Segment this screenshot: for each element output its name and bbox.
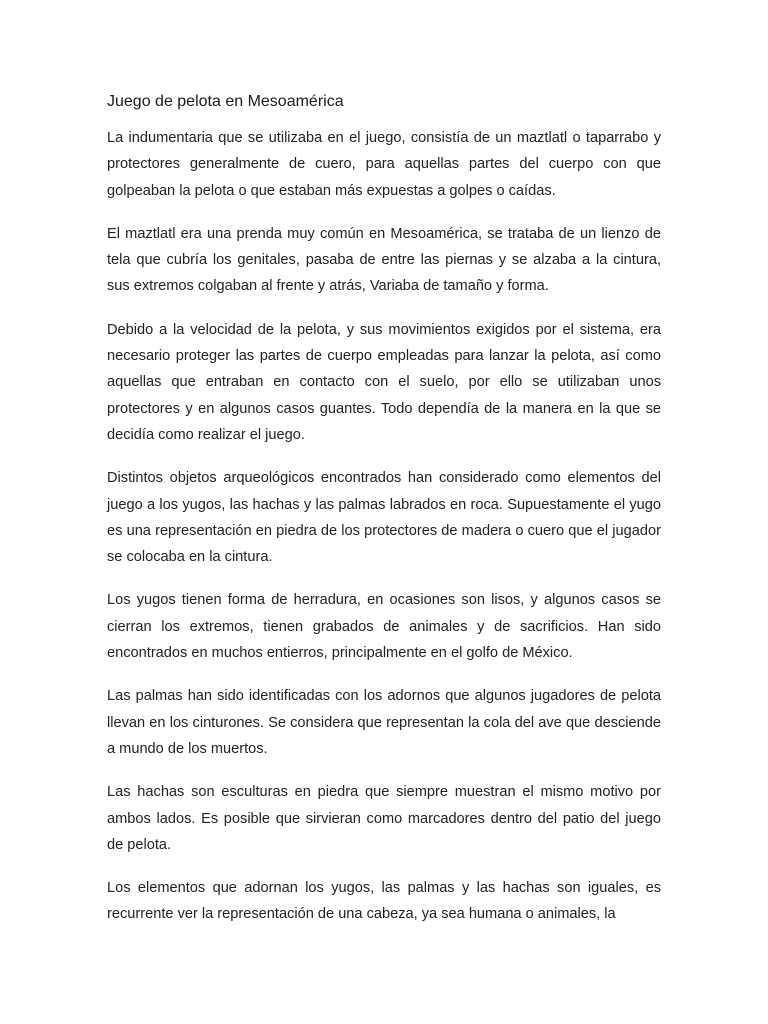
- document-title: Juego de pelota en Mesoamérica: [107, 93, 344, 110]
- paragraph-3: Debido a la velocidad de la pelota, y sus movimientos exigidos por el sistema, era necesario proteger las partes de cuerpo empleadas para lanzar la pelota, así como aquellas que entraban en contacto con el suelo, por ello se utilizaban unos protectores y en algunos casos guantes. Todo dependía de la manera en la que se decidía como realizar el juego.: [107, 321, 661, 443]
- document-page: [107, 91, 661, 945]
- paragraph-7: Las hachas son esculturas en piedra que siempre muestran el mismo motivo por ambos lados. Es posible que sirvieran como marcadores dentro del patio del juego de pelota.: [107, 784, 661, 853]
- paragraph-4: Distintos objetos arqueológicos encontrados han considerado como elementos del juego a los yugos, las hachas y las palmas labrados en roca. Supuestamente el yugo es una representación en piedra de los protectores de madera o cuero que el jugador se colocaba en la cintura.: [107, 470, 661, 566]
- paragraph-1: La indumentaria que se utilizaba en el juego, consistía de un maztlatl o taparrabo y protectores generalmente de cuero, para aquellas partes del cuerpo con que golpeaban la pelota o que estaban más expuestas a golpes o caídas.: [107, 130, 661, 199]
- paragraph-5: Los yugos tienen forma de herradura, en ocasiones son lisos, y algunos casos se cierran los extremos, tienen grabados de animales y de sacrificios. Han sido encontrados en muchos entierros, principalmente en el golfo de México.: [107, 592, 661, 662]
- paragraph-8: Los elementos que adornan los yugos, las palmas y las hachas son iguales, es recurrente ver la representación de una cabeza, ya sea humana o animales, la: [107, 880, 661, 923]
- paragraph-2: El maztlatl era una prenda muy común en Mesoamérica, se trataba de un lienzo de tela que cubría los genitales, pasaba de entre las piernas y se alzaba a la cintura, sus extremos colgaban al frente y atrás, Variaba de tamaño y forma.: [107, 225, 661, 295]
- paragraph-6: Las palmas han sido identificadas con los adornos que algunos jugadores de pelota llevan en los cinturones. Se considera que representan la cola del ave que desciende a mundo de los muertos.: [107, 688, 661, 757]
